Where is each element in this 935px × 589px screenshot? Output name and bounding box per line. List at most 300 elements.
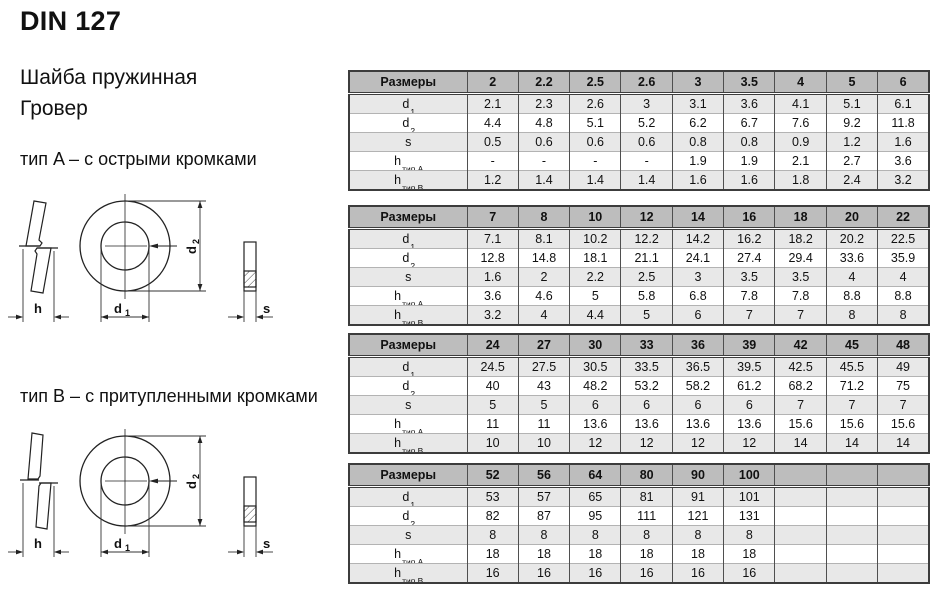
value-cell: 6	[570, 396, 621, 415]
value-cell: 2.2	[570, 268, 621, 287]
value-cell: 45.5	[826, 357, 877, 377]
value-cell: 87	[518, 507, 569, 526]
value-cell: 10.2	[570, 229, 621, 249]
value-cell: 14.2	[672, 229, 723, 249]
size-column-header: 45	[826, 334, 877, 357]
value-cell: 35.9	[878, 249, 929, 268]
din127-size-table	[348, 463, 930, 584]
table-row	[349, 306, 929, 326]
value-cell: 7	[826, 396, 877, 415]
value-cell: 5	[518, 396, 569, 415]
value-cell: -	[621, 152, 672, 171]
value-cell: 18.1	[570, 249, 621, 268]
table-row	[349, 507, 929, 526]
value-cell: 68.2	[775, 377, 826, 396]
value-cell: 3.1	[672, 94, 723, 114]
row-label: $d_1$	[402, 360, 416, 377]
value-cell: 53	[467, 487, 518, 507]
value-cell: 14	[775, 434, 826, 454]
value-cell: 6	[724, 396, 775, 415]
value-cell: 1.6	[672, 171, 723, 191]
value-cell: 71.2	[826, 377, 877, 396]
value-cell: 1.6	[467, 268, 518, 287]
value-cell: 11	[467, 415, 518, 434]
value-cell: 12	[724, 434, 775, 454]
value-cell: 0.9	[775, 133, 826, 152]
type-a-label: тип A – с острыми кромками	[20, 149, 257, 169]
value-cell: 18	[672, 545, 723, 564]
value-cell: 4.6	[518, 287, 569, 306]
value-cell: 7	[878, 396, 929, 415]
value-cell: 0.8	[724, 133, 775, 152]
type-b-drawing	[6, 424, 286, 564]
value-cell: 2.1	[467, 94, 518, 114]
size-column-header: 56	[518, 464, 569, 487]
value-cell	[826, 507, 877, 526]
value-cell: 81	[621, 487, 672, 507]
row-label: $h_{тип A}$	[349, 152, 467, 171]
slot-arrow-icon	[149, 479, 158, 484]
value-cell: 4	[878, 268, 929, 287]
d2-dimension-label-group	[184, 474, 201, 489]
value-cell: 0.6	[570, 133, 621, 152]
value-cell: 1.8	[775, 171, 826, 191]
value-cell: 8.1	[518, 229, 569, 249]
value-cell: 8	[878, 306, 929, 326]
value-cell: 0.8	[672, 133, 723, 152]
value-cell: 18	[621, 545, 672, 564]
size-column-header: 2.6	[621, 71, 672, 94]
row-label: $d_1$	[402, 232, 416, 249]
row-label: $d_2$	[349, 114, 467, 133]
table-row	[349, 171, 929, 191]
value-cell: 7	[775, 396, 826, 415]
value-cell: 49	[878, 357, 929, 377]
table-row	[349, 415, 929, 434]
value-cell: 12.8	[467, 249, 518, 268]
value-cell: 43	[518, 377, 569, 396]
row-label: s	[349, 396, 467, 415]
d2-dimension-label: d	[184, 481, 199, 489]
value-cell: 10	[518, 434, 569, 454]
d1-dimension-sub: 1	[125, 308, 131, 318]
value-cell: 5.1	[570, 114, 621, 133]
value-cell: 3	[621, 94, 672, 114]
table-row	[349, 133, 929, 152]
size-column-header	[775, 464, 826, 487]
value-cell	[775, 507, 826, 526]
value-cell: 40	[467, 377, 518, 396]
value-cell	[775, 526, 826, 545]
value-cell: 27.4	[724, 249, 775, 268]
size-column-header: 20	[826, 206, 877, 229]
value-cell: 4.8	[518, 114, 569, 133]
value-cell: 14	[826, 434, 877, 454]
s-dimension-label: s	[263, 301, 271, 316]
size-column-header: 3	[672, 71, 723, 94]
value-cell: 18	[570, 545, 621, 564]
value-cell: 5	[621, 306, 672, 326]
section-view	[244, 477, 256, 526]
din127-size-table	[348, 70, 930, 191]
value-cell: 12	[621, 434, 672, 454]
value-cell: 5.8	[621, 287, 672, 306]
value-cell: 5.1	[826, 94, 877, 114]
value-cell: 6.7	[724, 114, 775, 133]
value-cell: 2.6	[570, 94, 621, 114]
type-b-label: тип B – с притупленными кромками	[20, 386, 318, 406]
din127-size-table	[348, 205, 930, 326]
value-cell: 15.6	[775, 415, 826, 434]
table-row	[349, 396, 929, 415]
value-cell: 4	[518, 306, 569, 326]
row-label: s	[349, 268, 467, 287]
value-cell	[775, 564, 826, 584]
value-cell: 101	[724, 487, 775, 507]
value-cell: 1.9	[672, 152, 723, 171]
table-row	[349, 229, 929, 249]
value-cell: 22.5	[878, 229, 929, 249]
value-cell: 39.5	[724, 357, 775, 377]
value-cell: 0.6	[621, 133, 672, 152]
value-cell: 6	[672, 396, 723, 415]
size-column-header: 4	[775, 71, 826, 94]
value-cell: 6	[672, 306, 723, 326]
value-cell: 7.1	[467, 229, 518, 249]
type-a-drawing	[6, 189, 286, 329]
value-cell: 24.1	[672, 249, 723, 268]
value-cell: 2.3	[518, 94, 569, 114]
value-cell: 8	[570, 526, 621, 545]
row-label: s	[349, 526, 467, 545]
value-cell: 0.6	[518, 133, 569, 152]
value-cell: 58.2	[672, 377, 723, 396]
side-view	[20, 433, 58, 529]
value-cell: 7.6	[775, 114, 826, 133]
s-dimension-label: s	[263, 536, 271, 551]
value-cell: 30.5	[570, 357, 621, 377]
d1-dimension-label: d	[114, 301, 122, 316]
value-cell: 12	[672, 434, 723, 454]
product-name-line1: Шайба пружинная	[20, 66, 198, 89]
size-column-header: 6	[878, 71, 929, 94]
value-cell: 1.2	[467, 171, 518, 191]
value-cell: 18.2	[775, 229, 826, 249]
row-label: $d_2$	[349, 249, 467, 268]
slot-arrow-icon	[149, 244, 158, 249]
value-cell: 6.1	[878, 94, 929, 114]
value-cell: 15.6	[826, 415, 877, 434]
value-cell: 3.6	[878, 152, 929, 171]
table-row	[349, 526, 929, 545]
size-column-header: 39	[724, 334, 775, 357]
value-cell: 16	[570, 564, 621, 584]
d2-dimension-label: d	[184, 246, 199, 254]
size-column-header: 8	[518, 206, 569, 229]
value-cell: 4.4	[570, 306, 621, 326]
value-cell: 4	[826, 268, 877, 287]
row-label: $h_{тип B}$	[349, 564, 467, 584]
size-column-header: 80	[621, 464, 672, 487]
value-cell: 16.2	[724, 229, 775, 249]
value-cell: 16	[621, 564, 672, 584]
value-cell: 7	[775, 306, 826, 326]
value-cell: 1.9	[724, 152, 775, 171]
value-cell	[878, 507, 929, 526]
d1-dimension-sub: 1	[125, 543, 131, 553]
value-cell: 111	[621, 507, 672, 526]
d2-dimension-sub: 2	[191, 473, 201, 479]
product-name-line2: Гровер	[20, 97, 88, 120]
h-dimension-label: h	[34, 536, 42, 551]
value-cell: 2	[518, 268, 569, 287]
value-cell: 5.2	[621, 114, 672, 133]
value-cell	[826, 545, 877, 564]
size-column-header: 27	[518, 334, 569, 357]
size-column-header: 24	[467, 334, 518, 357]
product-name	[20, 62, 197, 124]
header-razmery: Размеры	[349, 71, 467, 94]
value-cell: 15.6	[878, 415, 929, 434]
value-cell: 8.8	[826, 287, 877, 306]
value-cell: 75	[878, 377, 929, 396]
value-cell: 7	[724, 306, 775, 326]
value-cell: 8.8	[878, 287, 929, 306]
row-label: s	[349, 133, 467, 152]
value-cell: 33.6	[826, 249, 877, 268]
value-cell: -	[570, 152, 621, 171]
size-column-header: 64	[570, 464, 621, 487]
spec-table-sizes-2-6	[348, 70, 930, 191]
section-view	[244, 242, 256, 291]
value-cell: 5	[570, 287, 621, 306]
value-cell: -	[467, 152, 518, 171]
h-dimension-label: h	[34, 301, 42, 316]
table-row	[349, 564, 929, 584]
value-cell: 33.5	[621, 357, 672, 377]
value-cell: 1.6	[724, 171, 775, 191]
row-label: $h_{тип B}$	[349, 306, 467, 326]
value-cell: 8	[467, 526, 518, 545]
table-row	[349, 357, 929, 377]
size-column-header: 52	[467, 464, 518, 487]
table-header-row	[349, 334, 929, 357]
size-column-header: 3.5	[724, 71, 775, 94]
value-cell: 16	[672, 564, 723, 584]
value-cell: 14	[878, 434, 929, 454]
size-column-header: 48	[878, 334, 929, 357]
row-label: $h_{тип B}$	[349, 434, 467, 454]
value-cell: 24.5	[467, 357, 518, 377]
value-cell: 6.2	[672, 114, 723, 133]
size-column-header	[826, 464, 877, 487]
din127-size-table	[348, 333, 930, 454]
value-cell: 57	[518, 487, 569, 507]
value-cell: 6.8	[672, 287, 723, 306]
table-row	[349, 94, 929, 114]
value-cell: -	[518, 152, 569, 171]
value-cell: 10	[467, 434, 518, 454]
value-cell: 13.6	[621, 415, 672, 434]
value-cell: 7.8	[724, 287, 775, 306]
value-cell: 4.1	[775, 94, 826, 114]
row-label: $h_{тип B}$	[349, 171, 467, 191]
row-label: $d_2$	[349, 507, 467, 526]
value-cell	[826, 526, 877, 545]
spec-table-sizes-52-100	[348, 463, 930, 584]
row-label: $h_{тип A}$	[349, 415, 467, 434]
value-cell	[878, 545, 929, 564]
table-row	[349, 377, 929, 396]
size-column-header: 33	[621, 334, 672, 357]
table-row	[349, 434, 929, 454]
size-column-header: 10	[570, 206, 621, 229]
value-cell: 13.6	[724, 415, 775, 434]
row-label: $h_{тип A}$	[349, 287, 467, 306]
table-row	[349, 487, 929, 507]
size-column-header: 2.5	[570, 71, 621, 94]
value-cell: 12	[570, 434, 621, 454]
size-column-header: 42	[775, 334, 826, 357]
spec-table-sizes-7-22	[348, 205, 930, 326]
header-razmery: Размеры	[349, 206, 467, 229]
header-razmery: Размеры	[349, 464, 467, 487]
table-row	[349, 114, 929, 133]
value-cell: 4.4	[467, 114, 518, 133]
value-cell: 29.4	[775, 249, 826, 268]
value-cell: 3.2	[467, 306, 518, 326]
table-row	[349, 152, 929, 171]
table-header-row	[349, 206, 929, 229]
value-cell: 11	[518, 415, 569, 434]
d1-dimension-label: d	[114, 536, 122, 551]
value-cell: 2.7	[826, 152, 877, 171]
value-cell: 48.2	[570, 377, 621, 396]
size-column-header: 14	[672, 206, 723, 229]
value-cell: 42.5	[775, 357, 826, 377]
value-cell: 3.5	[775, 268, 826, 287]
value-cell: 18	[467, 545, 518, 564]
value-cell: 8	[724, 526, 775, 545]
value-cell: 12.2	[621, 229, 672, 249]
value-cell: 1.4	[570, 171, 621, 191]
value-cell: 0.5	[467, 133, 518, 152]
row-label: $h_{тип A}$	[349, 545, 467, 564]
size-column-header: 7	[467, 206, 518, 229]
value-cell: 121	[672, 507, 723, 526]
value-cell: 3	[672, 268, 723, 287]
value-cell: 13.6	[570, 415, 621, 434]
front-view	[80, 429, 177, 534]
front-view	[80, 194, 177, 299]
value-cell: 2.5	[621, 268, 672, 287]
value-cell: 2.4	[826, 171, 877, 191]
value-cell: 3.6	[724, 94, 775, 114]
size-column-header: 5	[826, 71, 877, 94]
value-cell: 16	[724, 564, 775, 584]
value-cell: 11.8	[878, 114, 929, 133]
size-column-header	[878, 464, 929, 487]
value-cell: 6	[621, 396, 672, 415]
value-cell: 8	[672, 526, 723, 545]
value-cell: 18	[724, 545, 775, 564]
value-cell: 3.5	[724, 268, 775, 287]
size-column-header: 2.2	[518, 71, 569, 94]
size-column-header: 36	[672, 334, 723, 357]
size-column-header: 16	[724, 206, 775, 229]
value-cell: 65	[570, 487, 621, 507]
table-row	[349, 249, 929, 268]
value-cell: 20.2	[826, 229, 877, 249]
d2-dimension-label-group	[184, 239, 201, 254]
size-column-header: 2	[467, 71, 518, 94]
value-cell	[826, 487, 877, 507]
value-cell: 9.2	[826, 114, 877, 133]
value-cell	[826, 564, 877, 584]
value-cell: 53.2	[621, 377, 672, 396]
value-cell: 18	[518, 545, 569, 564]
header-razmery: Размеры	[349, 334, 467, 357]
table-row	[349, 268, 929, 287]
value-cell: 131	[724, 507, 775, 526]
side-view	[19, 201, 58, 293]
row-label: $d_2$	[349, 377, 467, 396]
table-row	[349, 545, 929, 564]
value-cell	[878, 487, 929, 507]
value-cell: 13.6	[672, 415, 723, 434]
value-cell	[878, 526, 929, 545]
value-cell: 2.1	[775, 152, 826, 171]
value-cell: 1.2	[826, 133, 877, 152]
value-cell: 91	[672, 487, 723, 507]
table-header-row	[349, 71, 929, 94]
value-cell: 3.6	[467, 287, 518, 306]
value-cell: 1.6	[878, 133, 929, 152]
page-title: DIN 127	[20, 6, 122, 36]
value-cell: 5	[467, 396, 518, 415]
value-cell: 16	[467, 564, 518, 584]
table-row	[349, 287, 929, 306]
value-cell: 7.8	[775, 287, 826, 306]
value-cell	[775, 487, 826, 507]
value-cell: 3.2	[878, 171, 929, 191]
value-cell: 8	[826, 306, 877, 326]
value-cell: 21.1	[621, 249, 672, 268]
value-cell: 14.8	[518, 249, 569, 268]
value-cell: 82	[467, 507, 518, 526]
value-cell: 61.2	[724, 377, 775, 396]
table-header-row	[349, 464, 929, 487]
value-cell	[878, 564, 929, 584]
value-cell: 36.5	[672, 357, 723, 377]
row-label: $d_1$	[402, 97, 416, 114]
row-label: $d_1$	[402, 490, 416, 507]
value-cell: 8	[621, 526, 672, 545]
value-cell	[775, 545, 826, 564]
size-column-header: 90	[672, 464, 723, 487]
size-column-header: 30	[570, 334, 621, 357]
value-cell: 16	[518, 564, 569, 584]
size-column-header: 22	[878, 206, 929, 229]
d2-dimension-sub: 2	[191, 238, 201, 244]
size-column-header: 12	[621, 206, 672, 229]
value-cell: 8	[518, 526, 569, 545]
value-cell: 1.4	[621, 171, 672, 191]
size-column-header: 100	[724, 464, 775, 487]
spec-table-sizes-24-48	[348, 333, 930, 454]
value-cell: 1.4	[518, 171, 569, 191]
size-column-header: 18	[775, 206, 826, 229]
